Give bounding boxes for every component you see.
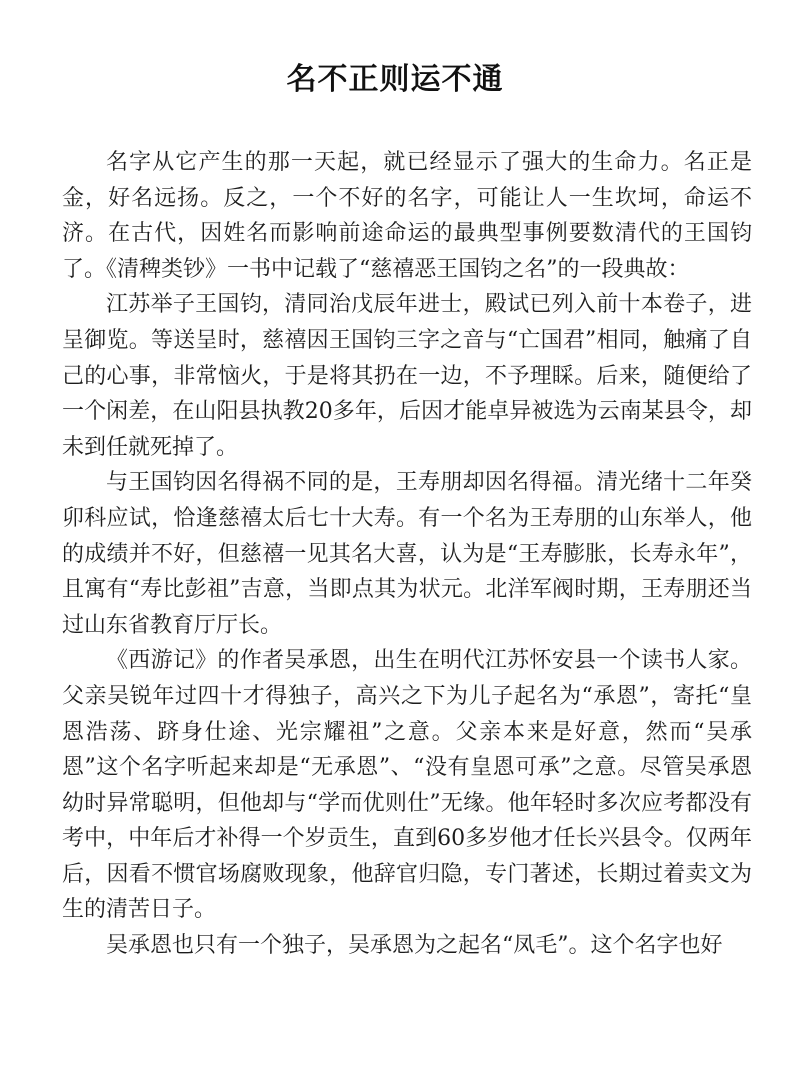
paragraph: 《西游记》的作者吴承恩，出生在明代江苏怀安县一个读书人家。父亲吴锐年过四十才得独子，高兴之下为儿子起名为“承恩”，寄托“皇恩浩荡、跻身仕途、光宗耀祖”之意。父亲本来是好意，然而“吴承恩”这个名字听起来却是“无承恩”、“没有皇恩可承”之意。尽管吴承恩幼时异常聪明，但他却与“学而优则仕”无缘。他年轻时多次应考都没有考中，中年后才补得一个岁贡生，直到60多岁他才任长兴县令。仅两年后，因看不惯官场腐败现象，他辞官归隐，专门著述，长期过着卖文为生的清苦日子。 (62, 648, 752, 923)
article-body (62, 145, 752, 964)
paragraph: 江苏举子王国钧，清同治戊辰年进士，殿试已列入前十本卷子，进呈御览。等送呈时，慈禧因王国钧三字之音与“亡国君”相同，触痛了自己的心事，非常恼火，于是将其扔在一边，不予理睬。后来，随便给了一个闲差，在山阳县执教20多年，后因才能卓异被选为云南某县令，却未到任就死掉了。 (62, 292, 752, 460)
paragraph: 与王国钧因名得祸不同的是，王寿朋却因名得福。清光绪十二年癸卯科应试，恰逢慈禧太后七十大寿。有一个名为王寿朋的山东举人，他的成绩并不好，但慈禧一见其名大喜，认为是“王寿膨胀，长寿永年”，且寓有“寿比彭祖”吉意，当即点其为状元。北洋军阀时期，王寿朋还当过山东省教育厅厅长。 (62, 470, 752, 638)
paragraph: 吴承恩也只有一个独子，吴承恩为之起名“凤毛”。这个名字也好 (106, 933, 723, 959)
paragraph: 名字从它产生的那一天起，就已经显示了强大的生命力。名正是金，好名远扬。反之，一个不好的名字，可能让人一生坎坷，命运不济。在古代，因姓名而影响前途命运的最典型事例要数清代的王国钧了。《清稗类钞》一书中记载了“慈禧恶王国钧之名”的一段典故： (62, 150, 752, 282)
page-title: 名不正则运不通 (286, 62, 504, 98)
